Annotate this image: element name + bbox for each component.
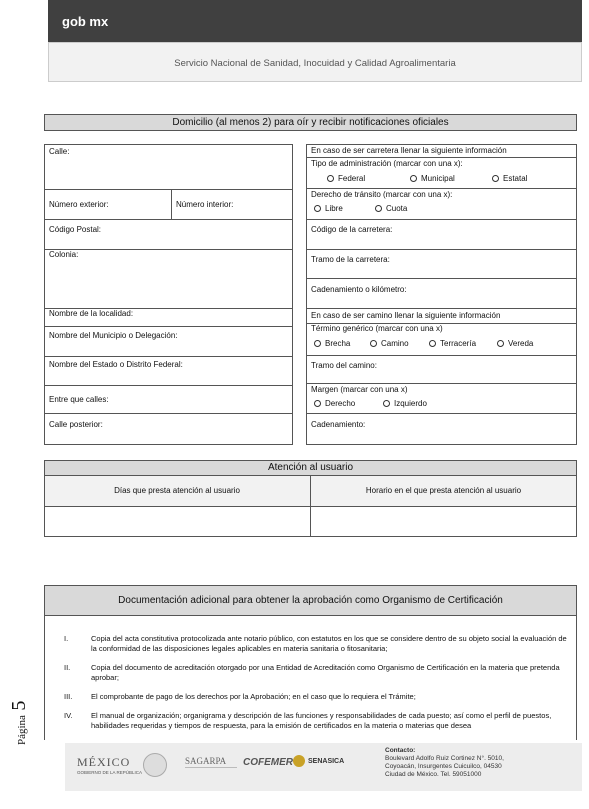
municipio-label: Nombre del Municipio o Delegación: xyxy=(49,331,178,340)
page-label: Página xyxy=(16,715,28,745)
carretera-header: En caso de ser carretera llenar la siguiente información xyxy=(311,146,507,155)
numero-interior-label: Número interior: xyxy=(176,200,234,209)
contact-line: Boulevard Adolfo Ruiz Cortinez N°. 5010, xyxy=(385,755,504,762)
contact-line: Coyoacán, Insurgentes Cuicuilco, 04530 xyxy=(385,763,502,770)
radio-terraceria[interactable]: Terracería xyxy=(429,339,476,348)
mexico-logo: MÉXICO GOBIERNO DE LA REPÚBLICA xyxy=(77,755,143,775)
agency-name: Servicio Nacional de Sanidad, Inocuidad y Calidad Agroalimentaria xyxy=(174,58,456,69)
radio-circle-icon xyxy=(370,340,377,347)
doc-item-text: El manual de organización; organigrama y descripción de las funciones y responsabilidades de cada puesto; así como el perfil de puestos, habilidades requeridas y tiempos de respuesta, para la emisión de certificados en la materia o materias que desea xyxy=(91,711,552,730)
cadenamiento-label: Cadenamiento: xyxy=(311,420,366,429)
domicilio-title: Domicilio (al menos 2) para oír y recibir notificaciones oficiales xyxy=(172,117,449,128)
calle-label: Calle: xyxy=(49,147,70,156)
sagarpa-logo: SAGARPA xyxy=(185,756,227,766)
radio-libre[interactable]: Libre xyxy=(314,204,343,213)
cofemer-logo: COFEMER xyxy=(243,757,293,768)
horario-atencion-input[interactable] xyxy=(311,507,576,536)
radio-circle-icon xyxy=(429,340,436,347)
horario-atencion-header: Horario en el que presta atención al usuario xyxy=(365,486,522,495)
cadenamiento-km-label: Cadenamiento o kilómetro: xyxy=(311,285,407,294)
tramo-camino-label: Tramo del camino: xyxy=(311,361,377,370)
margen-label: Margen (marcar con una x) xyxy=(311,385,408,394)
radio-circle-icon xyxy=(314,205,321,212)
tipo-admin-label: Tipo de administración (marcar con una x): xyxy=(311,159,463,168)
page-number xyxy=(8,700,30,745)
documentacion-title: Documentación adicional para obtener la aprobación como Organismo de Certificación xyxy=(118,595,503,606)
colonia-label: Colonia: xyxy=(49,250,79,259)
dias-atencion-input[interactable] xyxy=(45,507,309,536)
radio-circle-icon xyxy=(383,400,390,407)
radio-vereda[interactable]: Vereda xyxy=(497,339,533,348)
radio-cuota[interactable]: Cuota xyxy=(375,204,407,213)
footer-banner xyxy=(65,743,582,791)
radio-derecho[interactable]: Derecho xyxy=(314,399,355,408)
derecho-transito-label: Derecho de tránsito (marcar con una x): xyxy=(311,190,453,199)
radio-brecha[interactable]: Brecha xyxy=(314,339,350,348)
radio-circle-icon xyxy=(375,205,382,212)
estado-label: Nombre del Estado o Distrito Federal: xyxy=(49,360,183,369)
top-banner xyxy=(48,0,582,42)
contact-title: Contacto: xyxy=(385,747,416,754)
doc-item-text: Copia del acta constitutiva protocolizada ante notario público, con estatutos en los que se considere dentro de su objeto social la evaluación de la conformidad de las disposiciones legales aplicables en materia sanitaria o fitosanitaria; xyxy=(91,634,567,653)
radio-circle-icon xyxy=(492,175,499,182)
domicilio-title-bar xyxy=(44,114,577,131)
senasica-logo: SENASICA xyxy=(293,755,344,767)
doc-item-num: I. xyxy=(64,634,69,643)
escudo-icon xyxy=(143,753,167,777)
doc-item-num: III. xyxy=(64,692,73,701)
atencion-title-bar xyxy=(44,460,577,476)
doc-item-text: El comprobante de pago de los derechos por la Aprobación; en el caso que lo requiera el Trámite; xyxy=(91,692,416,701)
entre-calles-label: Entre que calles: xyxy=(49,395,109,404)
contact-block xyxy=(385,747,504,779)
radio-circle-icon xyxy=(314,340,321,347)
termino-generico-label: Término genérico (marcar con una x) xyxy=(311,324,443,333)
documentacion-title-bar xyxy=(44,585,577,616)
radio-camino[interactable]: Camino xyxy=(370,339,409,348)
doc-item-text: Copia del documento de acreditación otorgado por una Entidad de Acreditación como Organismo de Certificación en la materia que pretenda aprobar; xyxy=(91,663,560,682)
senasica-icon xyxy=(293,755,305,767)
sagarpa-subtext xyxy=(185,767,237,779)
agency-banner xyxy=(48,42,582,82)
doc-item-num: II. xyxy=(64,663,71,672)
radio-municipal[interactable]: Municipal xyxy=(410,174,455,183)
radio-estatal[interactable]: Estatal xyxy=(492,174,527,183)
radio-izquierdo[interactable]: Izquierdo xyxy=(383,399,427,408)
page-num: 5 xyxy=(8,700,30,711)
localidad-label: Nombre de la localidad: xyxy=(49,309,134,318)
numero-exterior-label: Número exterior: xyxy=(49,200,109,209)
tramo-carretera-label: Tramo de la carretera: xyxy=(311,255,390,264)
codigo-carretera-label: Código de la carretera: xyxy=(311,225,393,234)
atencion-title: Atención al usuario xyxy=(267,462,354,473)
radio-circle-icon xyxy=(497,340,504,347)
radio-circle-icon xyxy=(314,400,321,407)
codigo-postal-label: Código Postal: xyxy=(49,225,102,234)
camino-header: En caso de ser camino llenar la siguiente información xyxy=(311,311,501,320)
gobmx-logo: gob mx xyxy=(62,14,109,29)
contact-line: Ciudad de México. Tel. 59051000 xyxy=(385,771,482,778)
dias-atencion-header: Días que presta atención al usuario xyxy=(114,486,240,495)
radio-circle-icon xyxy=(327,175,334,182)
doc-item-num: IV. xyxy=(64,711,73,720)
calle-posterior-label: Calle posterior: xyxy=(49,420,103,429)
radio-federal[interactable]: Federal xyxy=(327,174,365,183)
radio-circle-icon xyxy=(410,175,417,182)
